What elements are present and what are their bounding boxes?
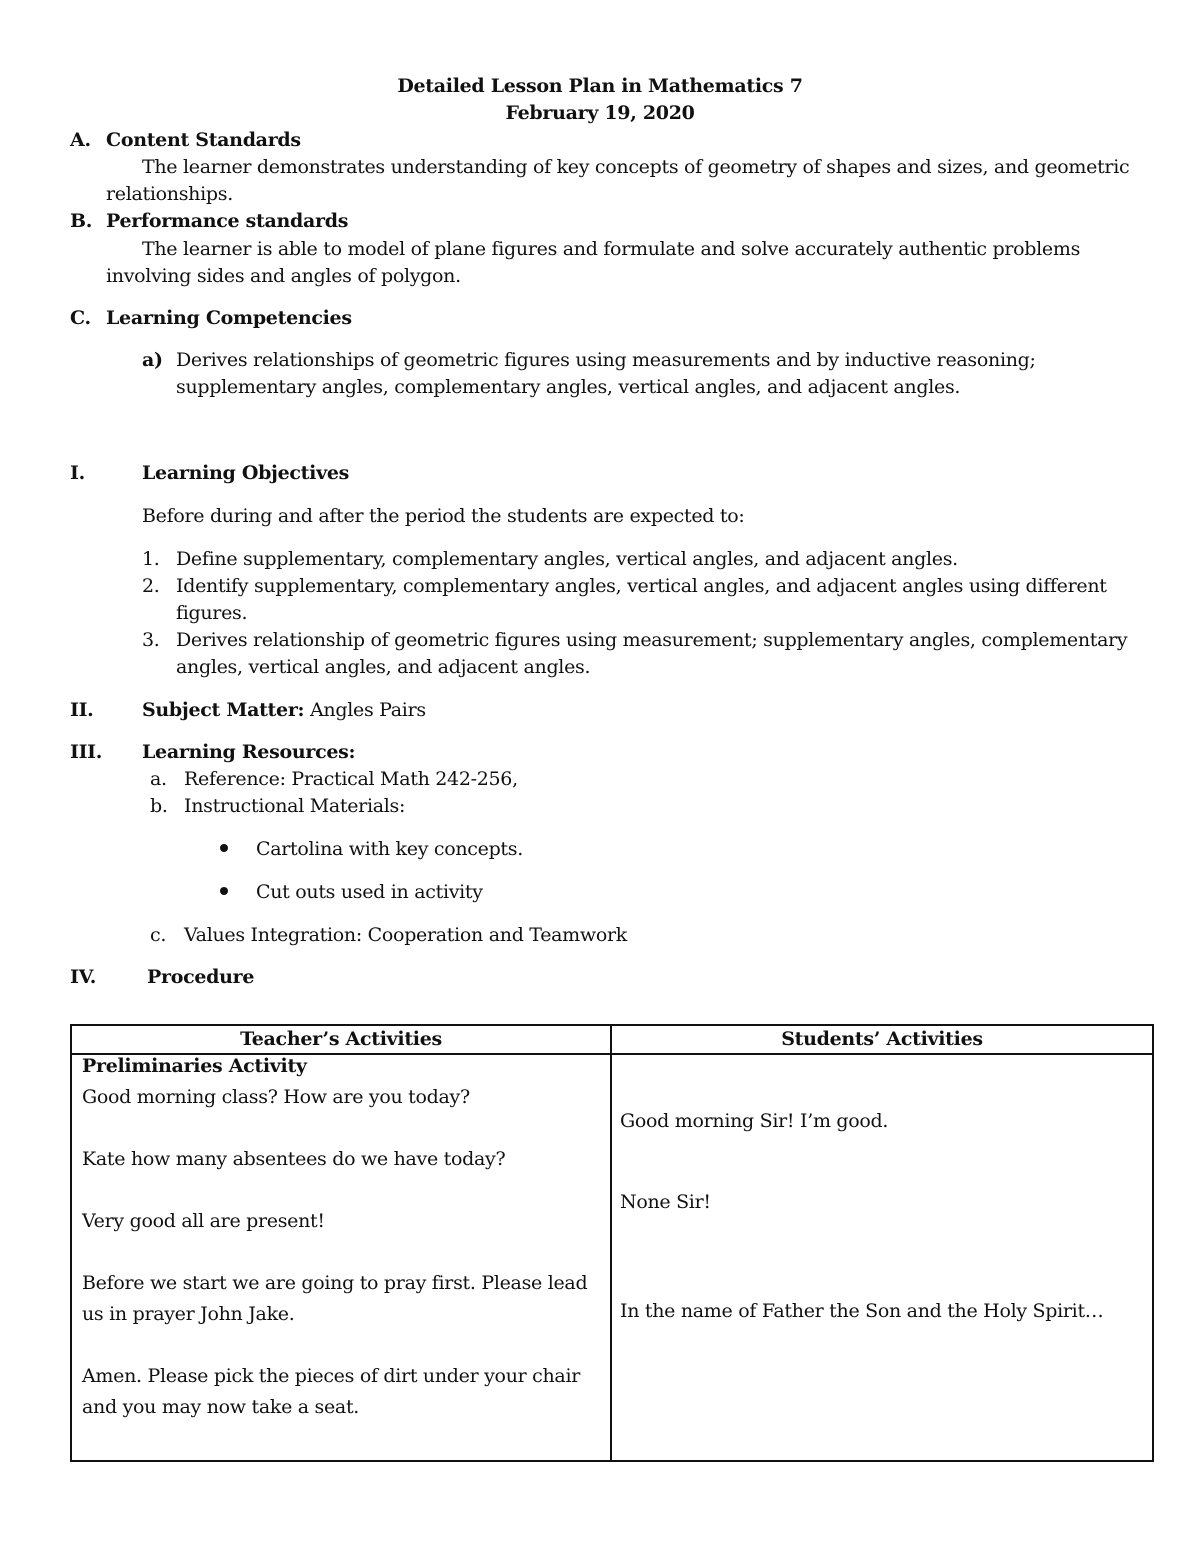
section-c-heading: Learning Competencies <box>106 307 352 329</box>
teacher-line: and you may now take a seat. <box>82 1396 360 1418</box>
students-activities-header: Students’ Activities <box>611 1025 1153 1054</box>
section-b-letter: B. <box>70 210 93 232</box>
objective-number: 2. <box>142 575 160 597</box>
students-activities-cell <box>611 1054 1153 1461</box>
subject-matter-line <box>142 697 426 724</box>
teacher-line: us in prayer John Jake. <box>82 1303 295 1325</box>
objective-line: angles, vertical angles, and adjacent angles. <box>176 656 591 678</box>
section-i-heading: Learning Objectives <box>142 462 350 484</box>
teacher-line: Very good all are present! <box>82 1210 325 1232</box>
document-date: February 19, 2020 <box>505 102 695 124</box>
competency-item-line-1: Derives relationships of geometric figures using measurements and by inductive reasoning; <box>176 349 1036 371</box>
resource-a-marker: a. <box>150 768 167 790</box>
teacher-line: Kate how many absentees do we have today? <box>82 1148 506 1170</box>
content-standards-line-2: relationships. <box>106 183 233 205</box>
document-title: Detailed Lesson Plan in Mathematics 7 <box>397 75 803 97</box>
resource-b-text: Instructional Materials: <box>184 795 406 817</box>
bullet-icon <box>220 887 228 895</box>
section-a-heading: Content Standards <box>106 129 301 151</box>
content-standards-line-1: The learner demonstrates understanding of key concepts of geometry of shapes and sizes, and geometric <box>142 156 1130 178</box>
objective-number: 3. <box>142 629 160 651</box>
subject-matter-label: Subject Matter: <box>142 699 305 721</box>
resource-a-text: Reference: Practical Math 242-256, <box>184 768 518 790</box>
resource-c-text: Values Integration: Cooperation and Teamwork <box>184 924 627 946</box>
section-ii-numeral: II. <box>70 699 94 721</box>
objective-line: Define supplementary, complementary angles, vertical angles, and adjacent angles. <box>176 548 958 570</box>
competency-item-marker: a) <box>142 349 163 371</box>
section-i-numeral: I. <box>70 462 85 484</box>
teacher-line: Before we start we are going to pray first. Please lead <box>82 1272 588 1294</box>
performance-standards-line-2: involving sides and angles of polygon. <box>106 265 461 287</box>
section-b-heading: Performance standards <box>106 210 349 232</box>
student-line: Good morning Sir! I’m good. <box>620 1110 889 1132</box>
objective-line: Derives relationship of geometric figures using measurement; supplementary angles, complementary <box>176 629 1128 651</box>
preliminaries-heading: Preliminaries Activity <box>82 1055 307 1077</box>
objective-line: figures. <box>176 602 248 624</box>
student-line: In the name of Father the Son and the Holy Spirit… <box>620 1300 1104 1322</box>
competency-item-line-2: supplementary angles, complementary angles, vertical angles, and adjacent angles. <box>176 376 961 398</box>
resource-c-marker: c. <box>150 924 167 946</box>
section-iv-heading: Procedure <box>147 966 255 988</box>
objective-number: 1. <box>142 548 160 570</box>
resource-b-marker: b. <box>150 795 168 817</box>
section-a-letter: A. <box>70 129 91 151</box>
section-iv-numeral: IV. <box>70 966 97 988</box>
subject-matter-value: Angles Pairs <box>310 699 426 721</box>
teacher-activities-header: Teacher’s Activities <box>71 1025 611 1054</box>
bullet-icon <box>220 844 228 852</box>
teacher-line: Amen. Please pick the pieces of dirt under your chair <box>82 1365 581 1387</box>
teacher-line: Good morning class? How are you today? <box>82 1086 470 1108</box>
procedure-table <box>70 1024 1154 1462</box>
section-iii-numeral: III. <box>70 741 103 763</box>
material-bullet-item: Cut outs used in activity <box>256 881 483 903</box>
student-line: None Sir! <box>620 1191 711 1213</box>
objectives-intro: Before during and after the period the students are expected to: <box>142 505 745 527</box>
teacher-activities-cell <box>71 1054 611 1461</box>
section-iii-heading: Learning Resources: <box>142 741 356 763</box>
section-c-letter: C. <box>70 307 91 329</box>
performance-standards-line-1: The learner is able to model of plane figures and formulate and solve accurately authentic problems <box>142 238 1081 260</box>
material-bullet-item: Cartolina with key concepts. <box>256 838 523 860</box>
objective-line: Identify supplementary, complementary angles, vertical angles, and adjacent angles using different <box>176 575 1107 597</box>
